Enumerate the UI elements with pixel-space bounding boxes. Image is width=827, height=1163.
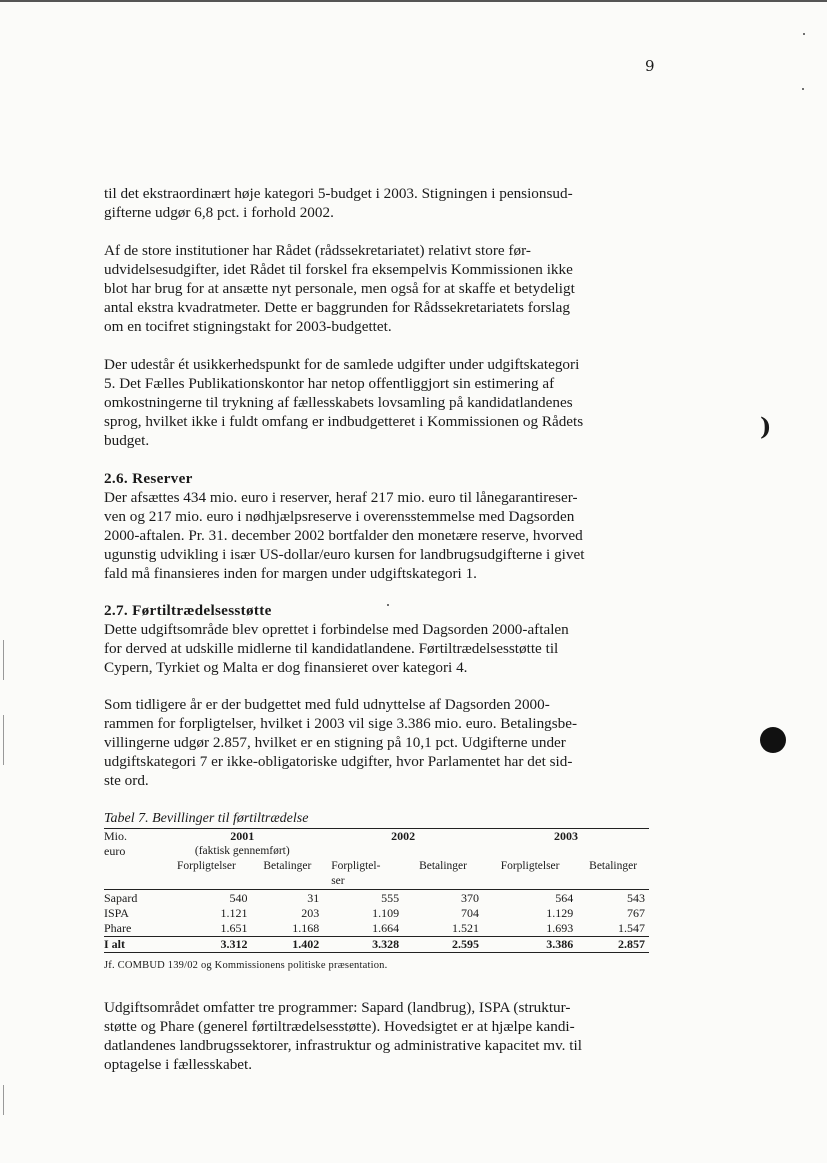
col-header: Forpligtelser [177, 860, 236, 872]
cell: 1.664 [372, 921, 400, 935]
table-row [104, 890, 649, 907]
table-header-columns [104, 859, 649, 890]
cell: 203 [301, 906, 320, 920]
cell: 1.121 [220, 906, 248, 920]
total-cell: 2.857 [577, 937, 649, 953]
section-heading-reserver: 2.6. Reserver [104, 470, 193, 487]
cell: 1.168 [292, 921, 320, 935]
cell: 543 [577, 890, 649, 907]
cell: 1.693 [546, 921, 574, 935]
cell: 767 [627, 906, 645, 920]
unit-label-2: euro [104, 844, 126, 858]
margin-dot-mark [760, 727, 786, 753]
appropriations-table [104, 828, 649, 953]
cell: 540 [161, 890, 251, 907]
document-body [104, 184, 654, 1074]
col-header: Betalinger [419, 860, 467, 872]
scan-speck [803, 33, 805, 35]
cell: 370 [403, 890, 483, 907]
col-header: Forpligtelser [500, 860, 560, 872]
row-label: Sapard [104, 890, 161, 907]
paragraph-after-section: Som tidligere år er der budgettet med fuld udnyttelse af Dagsorden 2000- rammen for forpligtelser, hvilket i 2003 vil sige 3.386 mio. euro. Betalingsbe- villingerne udgør 2.857, hvilket er en stigning på 10,1 pct. Udgifterne under udgiftskategori 7 er ikke-obligatoriske udgifter, hvor Parlamentet har det sid- ste ord. [104, 696, 578, 789]
scan-top-edge [0, 0, 827, 2]
paragraph-3: Der udestår ét usikkerhedspunkt for de samlede udgifter under udgiftskategori 5. Det Fælles Publikationskontor har netop offentliggjort sin estimering af omkostningerne til trykning af fællesskabets lovsamling på kandidatlandenes sprog, hvilket ikke i fuldt omfang er indbudgetteret i Kommissionen og Rådets budget. [104, 356, 584, 449]
cell: 1.109 [372, 906, 400, 920]
paragraph-2: Af de store institutioner har Rådet (rådssekretariatet) relativt store før- udvidelsesudgifter, idet Rådet til forskel fra eksempelvis Kommissionen ikke blot har brug for at ansætte nyt personale, men også for at skaffe et betydeligt antal ekstra kvadratmeter. Dette er baggrunden for Rådssekretariatets forslag om en tocifret stigningstakt for 2003-budgettet. [104, 242, 575, 335]
total-cell: 3.312 [161, 937, 251, 953]
cell: 555 [323, 890, 403, 907]
table-row [104, 906, 649, 921]
cell: 1.129 [546, 906, 574, 920]
margin-bracket-mark: ) [760, 412, 772, 441]
year-2003: 2003 [553, 829, 578, 843]
total-label: I alt [104, 937, 161, 953]
unit-label: Mio. [104, 829, 128, 843]
total-cell: 3.328 [323, 937, 403, 953]
row-label: Phare [104, 921, 132, 935]
year-2001: 2001 [230, 829, 255, 843]
col-header: Betalinger [589, 860, 638, 872]
scan-edge-line [3, 640, 4, 680]
table-source-note: Jf. COMBUD 139/02 og Kommissionens politiske præsentation. [104, 960, 388, 971]
year-2001-note: (faktisk gennemført) [194, 845, 290, 857]
scan-edge-line [3, 1085, 4, 1115]
section-text-foertiltraedelse: Dette udgiftsområde blev oprettet i forbindelse med Dagsorden 2000-aftalen for derved at udskille midlerne til kandidatlandene. Førtiltrædelsesstøtte til Cypern, Tyrkiet og Malta er dog finansieret over kategori 4. [104, 621, 569, 676]
table-header-note [104, 844, 649, 859]
cell: 1.651 [220, 921, 248, 935]
section-heading-foertiltraedelse: 2.7. Førtiltrædelsesstøtte [104, 602, 272, 619]
table-caption: Tabel 7. Bevillinger til førtiltrædelse [104, 811, 309, 826]
table-header-years [104, 829, 649, 845]
col-header: Forpligtel- ser [331, 860, 381, 887]
total-cell: 3.386 [483, 937, 577, 953]
final-paragraph: Udgiftsområdet omfatter tre programmer: Sapard (landbrug), ISPA (struktur- støtte og Phare (generel førtiltrædelsesstøtte). Hovedsigtet er at hjælpe kandi- datlandenes landbrugssektorer, infrastruktur og administrative kapacitet mv. til optagelse i fællesskabet. [104, 999, 582, 1073]
year-2002: 2002 [391, 829, 416, 843]
total-cell: 2.595 [403, 937, 483, 953]
page-number: 9 [645, 57, 655, 75]
cell: 31 [252, 890, 324, 907]
row-label: ISPA [104, 906, 129, 920]
table-total-row [104, 937, 649, 953]
scan-speck [802, 88, 804, 90]
cell: 1.521 [451, 921, 479, 935]
paragraph-1: til det ekstraordinært høje kategori 5-budget i 2003. Stigningen i pensionsud- gifterne udgør 6,8 pct. i forhold 2002. [104, 185, 573, 221]
cell: 704 [460, 906, 479, 920]
cell: 564 [483, 890, 577, 907]
scan-edge-line [3, 715, 4, 765]
table-row [104, 921, 649, 937]
col-header: Betalinger [263, 860, 312, 872]
total-cell: 1.402 [252, 937, 324, 953]
cell: 1.547 [618, 921, 645, 935]
section-text-reserver: Der afsættes 434 mio. euro i reserver, heraf 217 mio. euro til lånegarantireser- ven og 217 mio. euro i nødhjælpsreserve i overensstemmelse med Dagsorden 2000-aftalen. Pr. 31. december 2002 bortfalder den monetære reserve, hvorved ugunstig udvikling i især US-dollar/euro kursen for landbrugsudgifterne i givet fald må finansieres inden for margen under udgiftskategori 1. [104, 489, 585, 582]
